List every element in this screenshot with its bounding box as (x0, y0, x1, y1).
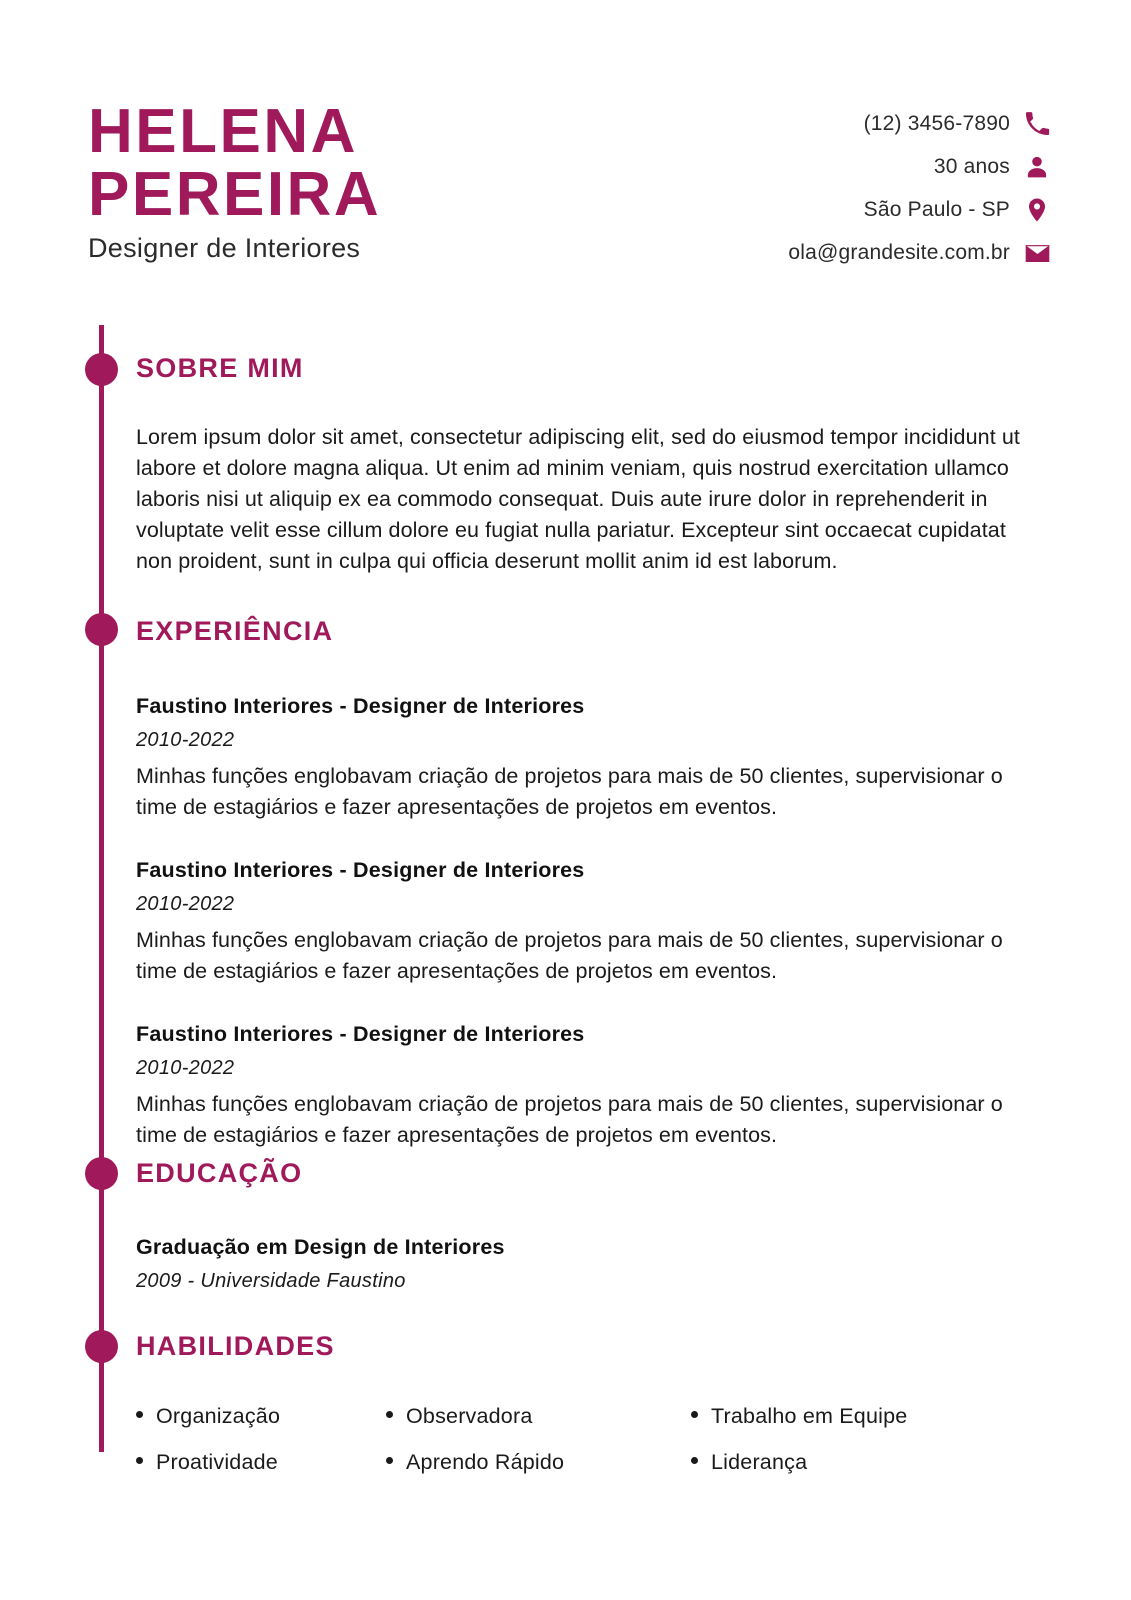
entry-title: Graduação em Design de Interiores (136, 1235, 505, 1259)
timeline-line (99, 325, 104, 1452)
entry-date: 2010-2022 (136, 1056, 235, 1079)
skill-label: Proatividade (156, 1449, 278, 1474)
bullet-icon (691, 1457, 698, 1464)
skills-grid (136, 1404, 1066, 1476)
skill-label: Liderança (711, 1449, 808, 1474)
skill-item (691, 1404, 1066, 1430)
location-icon (1023, 196, 1051, 224)
skill-item (386, 1404, 691, 1430)
experience-entry-list (136, 693, 1041, 1151)
contact-item-location (864, 196, 1051, 224)
section-title-education: EDUCAÇÃO (136, 1158, 303, 1188)
last-name: PEREIRA (88, 160, 382, 230)
job-title: Designer de Interiores (88, 233, 361, 264)
entry-description: Minhas funções englobavam criação de projetos para mais de 50 clientes, supervisionar o time de estagiários e fazer apresentações de projetos em eventos. (136, 763, 1003, 819)
section-skills (136, 1333, 1066, 1476)
contact-location-value: São Paulo - SP (863, 198, 1010, 222)
skill-item (386, 1450, 691, 1476)
skill-label: Aprendo Rápido (406, 1449, 565, 1474)
timeline-dot-experience (85, 613, 118, 646)
section-experience (136, 618, 1041, 1151)
resume-header (0, 0, 1131, 310)
skill-item (136, 1450, 386, 1476)
education-entry (136, 1234, 1041, 1294)
phone-icon (1023, 110, 1051, 138)
entry-title: Faustino Interiores - Designer de Interiores (136, 694, 585, 718)
contact-block (788, 110, 1051, 267)
name-block (88, 97, 382, 265)
skill-label: Trabalho em Equipe (711, 1404, 908, 1428)
section-title-about: SOBRE MIM (136, 353, 304, 383)
experience-entry (136, 1021, 1041, 1151)
contact-item-phone[interactable] (864, 110, 1051, 138)
bullet-icon (136, 1457, 143, 1464)
bullet-icon (691, 1411, 698, 1418)
timeline-dot-education (85, 1157, 118, 1190)
section-education (136, 1160, 1041, 1294)
skill-item (691, 1450, 1066, 1476)
bullet-icon (136, 1411, 143, 1418)
contact-age-value: 30 anos (933, 155, 1010, 179)
timeline-dot-skills (85, 1330, 118, 1363)
about-text: Lorem ipsum dolor sit amet, consectetur adipiscing elit, sed do eiusmod tempor incididunt ut labore et dolore magna aliqua. Ut enim ad minim veniam, quis nostrud exercitation ullamco laboris nisi ut aliquip ex ea commodo consequat. Duis aute irure dolor in reprehenderit in voluptate velit esse cillum dolore eu fugiat nulla pariatur. Excepteur sint occaecat cupidatat non proident, sunt in culpa qui officia deserunt mollit anim id est laborum. (136, 425, 1020, 573)
experience-entry (136, 693, 1041, 823)
skill-item (136, 1404, 386, 1430)
timeline-dot-about (85, 353, 118, 386)
section-title-skills: HABILIDADES (136, 1331, 335, 1361)
entry-date: 2010-2022 (136, 892, 235, 915)
contact-item-email[interactable] (788, 239, 1051, 267)
envelope-icon (1023, 239, 1051, 267)
person-icon (1023, 153, 1051, 181)
skill-label: Observadora (406, 1404, 533, 1428)
bullet-icon (386, 1411, 393, 1418)
bullet-icon (386, 1457, 393, 1464)
entry-title: Faustino Interiores - Designer de Interiores (136, 857, 585, 882)
section-about (136, 355, 1048, 577)
entry-date: 2010-2022 (136, 728, 235, 751)
entry-date: 2009 - Universidade Faustino (136, 1269, 406, 1292)
first-name: HELENA (88, 97, 358, 166)
entry-description: Minhas funções englobavam criação de projetos para mais de 50 clientes, supervisionar o time de estagiários e fazer apresentações de projetos em eventos. (136, 927, 1003, 983)
contact-item-age (934, 153, 1051, 181)
contact-phone-value: (12) 3456-7890 (863, 112, 1010, 136)
contact-email-value: ola@grandesite.com.br (788, 241, 1010, 265)
skill-label: Organização (156, 1404, 281, 1428)
education-entry-list (136, 1234, 1041, 1294)
experience-entry (136, 857, 1041, 987)
entry-description: Minhas funções englobavam criação de projetos para mais de 50 clientes, supervisionar o time de estagiários e fazer apresentações de projetos em eventos. (136, 1091, 1003, 1147)
entry-title: Faustino Interiores - Designer de Interiores (136, 1021, 585, 1046)
section-title-experience: EXPERIÊNCIA (136, 616, 334, 646)
